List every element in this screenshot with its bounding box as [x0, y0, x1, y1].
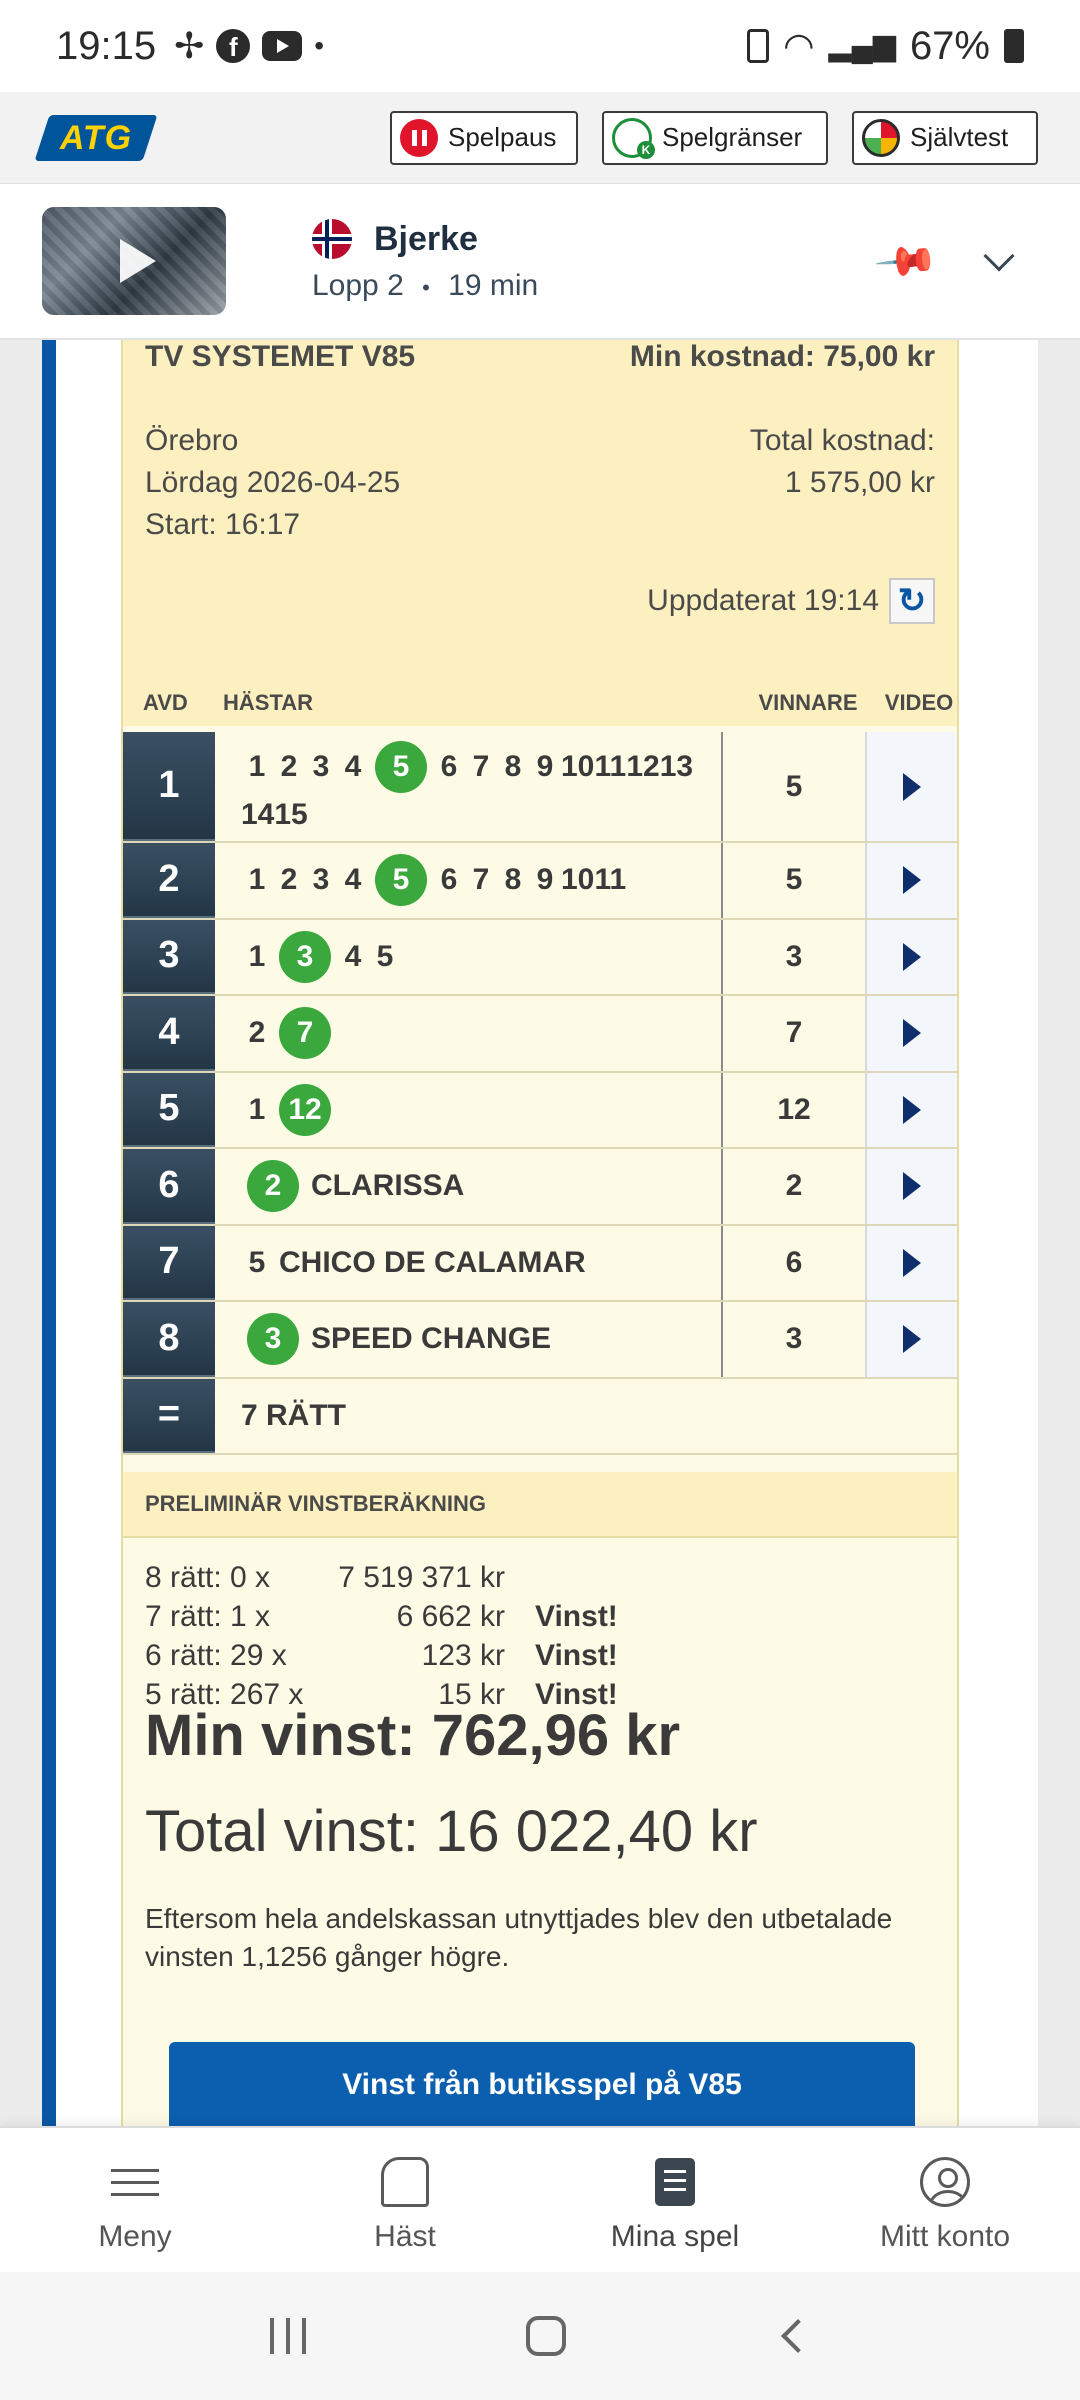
- norway-flag-icon: [312, 219, 352, 259]
- horse-number: 8: [504, 863, 522, 897]
- winner-horse-number: 3: [247, 1313, 299, 1365]
- winner-horse-number: 12: [279, 1084, 331, 1136]
- horse-number: 15: [274, 798, 308, 832]
- track-name: Bjerke: [374, 219, 478, 258]
- youtube-icon: [262, 31, 302, 61]
- winner-horse-number: 5: [375, 741, 427, 793]
- race-number-cell: 4: [123, 996, 215, 1071]
- winner-cell: 2: [723, 1149, 867, 1224]
- horse-number: 7: [472, 749, 490, 783]
- horse-number: 11: [594, 749, 627, 783]
- total-cost-label: Total kostnad:: [749, 424, 935, 457]
- horse-name: SPEED CHANGE: [311, 1322, 552, 1356]
- horse-number: 8: [504, 749, 522, 783]
- summary-row: [123, 1379, 957, 1455]
- winner-cell: 3: [723, 920, 867, 995]
- prelim-row: 8 rätt: 0 x 7 519 371 kr: [145, 1560, 505, 1594]
- nav-meny[interactable]: Meny: [0, 2128, 270, 2272]
- video-play-button[interactable]: [867, 1226, 957, 1301]
- winner-cell: 5: [723, 732, 867, 841]
- horse-number: 12: [626, 749, 660, 783]
- horse-number: 5: [248, 1245, 266, 1279]
- system-name: TV SYSTEMET V85: [145, 340, 416, 373]
- race-number-cell: 5: [123, 1073, 215, 1148]
- horse-number: 7: [472, 863, 490, 897]
- horse-name: CLARISSA: [311, 1169, 465, 1203]
- race-number-cell: 3: [123, 920, 215, 995]
- home-icon[interactable]: [526, 2316, 566, 2356]
- nav-hast[interactable]: Häst: [270, 2128, 540, 2272]
- spelgranser-button[interactable]: K Spelgränser: [602, 111, 828, 165]
- table-row: [123, 1302, 957, 1379]
- race-time: 19 min: [448, 269, 539, 302]
- play-icon: [903, 866, 921, 894]
- winner-cell: 3: [723, 1302, 867, 1377]
- horse-number: 13: [659, 749, 694, 783]
- winner-cell: 12: [723, 1073, 867, 1148]
- atg-header: [0, 92, 1080, 184]
- prelim-row: 5 rätt: 267 x 15 kr Vinst!: [145, 1677, 618, 1711]
- winner-horse-number: 2: [247, 1160, 299, 1212]
- total-win: Total vinst: 16 022,40 kr: [145, 1799, 758, 1864]
- prelim-row: 6 rätt: 29 x 123 kr Vinst!: [145, 1638, 618, 1672]
- prelim-title: PRELIMINÄR VINSTBERÄKNING: [123, 1472, 957, 1538]
- status-time: 19:15: [56, 23, 157, 68]
- horse-number: 6: [440, 863, 458, 897]
- min-win: Min vinst: 762,96 kr: [145, 1703, 681, 1768]
- nav-mina-spel[interactable]: Mina spel: [540, 2128, 810, 2272]
- horse-number: 4: [344, 749, 362, 783]
- signal-icon: ▂▄▆: [828, 29, 896, 62]
- video-thumbnail[interactable]: [42, 207, 226, 315]
- horse-number: 2: [248, 1016, 266, 1050]
- refresh-button[interactable]: [889, 578, 935, 624]
- system-nav: [0, 2272, 1080, 2400]
- race-number-cell: 6: [123, 1149, 215, 1224]
- race-number-cell: 8: [123, 1302, 215, 1377]
- horse-number: 5: [376, 939, 394, 973]
- atg-logo[interactable]: ATG: [35, 115, 158, 161]
- wifi-icon: ◠: [783, 25, 815, 66]
- play-icon: [903, 1249, 921, 1277]
- horses-cell: [215, 732, 723, 841]
- video-play-button[interactable]: [867, 843, 957, 918]
- bottom-nav: [0, 2126, 1080, 2272]
- horses-cell: [215, 843, 723, 918]
- battery-percent: 67%: [909, 23, 990, 68]
- back-icon[interactable]: [781, 2319, 815, 2353]
- table-row: [123, 1073, 957, 1150]
- winner-cell: 7: [723, 996, 867, 1071]
- horse-number: 3: [312, 863, 330, 897]
- winner-cell: 6: [723, 1226, 867, 1301]
- account-icon: [920, 2157, 970, 2207]
- menu-icon: [111, 2160, 159, 2205]
- prelim-list: [145, 1558, 625, 1714]
- prelim-row: 7 rätt: 1 x 6 662 kr Vinst!: [145, 1599, 618, 1633]
- battery-saver-icon: [747, 29, 769, 63]
- nav-mitt-konto[interactable]: Mitt konto: [810, 2128, 1080, 2272]
- winner-horse-number: 5: [375, 854, 427, 906]
- horse-number: 1: [248, 939, 266, 973]
- payout-note: Eftersom hela andelskassan utnyttjades blev den utbetalade vinsten 1,1256 gånger högre.: [145, 1903, 893, 1972]
- horse-number: 4: [344, 863, 362, 897]
- spelpaus-button[interactable]: Spelpaus: [390, 111, 578, 165]
- limits-icon: [612, 118, 652, 158]
- horse-number: 4: [344, 939, 362, 973]
- start-time: Start: 16:17: [145, 508, 301, 541]
- video-play-button[interactable]: [867, 1149, 957, 1224]
- race-number-cell: 7: [123, 1226, 215, 1301]
- horses-cell: [215, 996, 723, 1071]
- horse-number: 2: [280, 749, 298, 783]
- winner-cell: 5: [723, 843, 867, 918]
- horse-number: 1: [248, 1092, 266, 1126]
- horses-cell: [215, 1073, 723, 1148]
- video-play-button[interactable]: [867, 920, 957, 995]
- horse-number: 3: [312, 749, 330, 783]
- video-play-button[interactable]: [867, 1073, 957, 1148]
- play-icon: [903, 1172, 921, 1200]
- chevron-down-icon[interactable]: [983, 240, 1014, 271]
- video-play-button[interactable]: [867, 732, 957, 841]
- winner-horse-number: 3: [279, 931, 331, 983]
- race-number-cell: 1: [123, 732, 215, 841]
- min-cost: Min kostnad: 75,00 kr: [629, 340, 935, 373]
- play-icon: [120, 239, 156, 283]
- pin-icon[interactable]: 📌: [873, 228, 940, 295]
- pause-icon: [400, 119, 438, 157]
- race-number: Lopp 2: [312, 269, 404, 302]
- horse-number: 10: [561, 863, 595, 897]
- horse-number: 1: [248, 863, 266, 897]
- horses-cell: [215, 920, 723, 995]
- battery-icon: [1004, 29, 1024, 63]
- table-row: [123, 843, 957, 920]
- card-header: [123, 340, 957, 684]
- horse-icon: [381, 2157, 429, 2207]
- horse-number: 2: [280, 863, 298, 897]
- gauge-icon: [862, 119, 900, 157]
- status-bar: [0, 0, 1080, 92]
- refresh-icon: ↻: [897, 582, 927, 620]
- pinwheel-icon: ✢: [174, 25, 205, 66]
- facebook-icon: f: [216, 29, 250, 63]
- table-row: [123, 732, 957, 843]
- race-bar[interactable]: Bjerke Lopp 2 • 19 min 📌: [0, 184, 1080, 340]
- race-date: Lördag 2026-04-25: [145, 466, 401, 499]
- accent-bar: [42, 340, 56, 2126]
- video-play-button[interactable]: [867, 996, 957, 1071]
- horse-name: CHICO DE CALAMAR: [279, 1245, 586, 1279]
- horses-cell: [215, 1149, 723, 1224]
- bet-card: [121, 340, 959, 2126]
- horses-cell: [215, 1226, 723, 1301]
- play-icon: [903, 1019, 921, 1047]
- sjalvtest-button[interactable]: Självtest: [852, 111, 1038, 165]
- play-icon: [903, 1325, 921, 1353]
- horse-number: 10: [561, 749, 595, 783]
- venue: Örebro: [145, 424, 239, 457]
- recent-apps-icon[interactable]: [270, 2318, 306, 2354]
- horse-number: 1: [248, 749, 266, 783]
- updated-text: Uppdaterat 19:14: [647, 584, 879, 617]
- horse-number: 9: [536, 863, 554, 897]
- winner-horse-number: 7: [279, 1007, 331, 1059]
- horse-number: 14: [241, 798, 275, 832]
- table-row: [123, 996, 957, 1073]
- table-row: [123, 920, 957, 997]
- play-icon: [903, 773, 921, 801]
- play-icon: [903, 1096, 921, 1124]
- content-area[interactable]: [0, 340, 1080, 2126]
- horses-cell: [215, 1302, 723, 1377]
- my-bets-icon: [655, 2158, 695, 2206]
- table-row: [123, 1149, 957, 1226]
- table-header: AVD HÄSTAR VINNARE VIDEO: [123, 680, 957, 726]
- results-table: [123, 732, 957, 1455]
- horse-number: 6: [440, 749, 458, 783]
- summary-text: 7 RÄTT: [241, 1398, 346, 1432]
- video-play-button[interactable]: [867, 1302, 957, 1377]
- play-icon: [903, 943, 921, 971]
- horse-number: 11: [594, 863, 627, 897]
- table-row: [123, 1226, 957, 1303]
- dot-icon: •: [314, 30, 325, 61]
- horse-number: 9: [536, 749, 554, 783]
- race-number-cell: 2: [123, 843, 215, 918]
- total-cost: 1 575,00 kr: [784, 466, 935, 499]
- butik-win-button[interactable]: Vinst från butiksspel på V85: [169, 2042, 915, 2126]
- summary-symbol: =: [123, 1379, 215, 1453]
